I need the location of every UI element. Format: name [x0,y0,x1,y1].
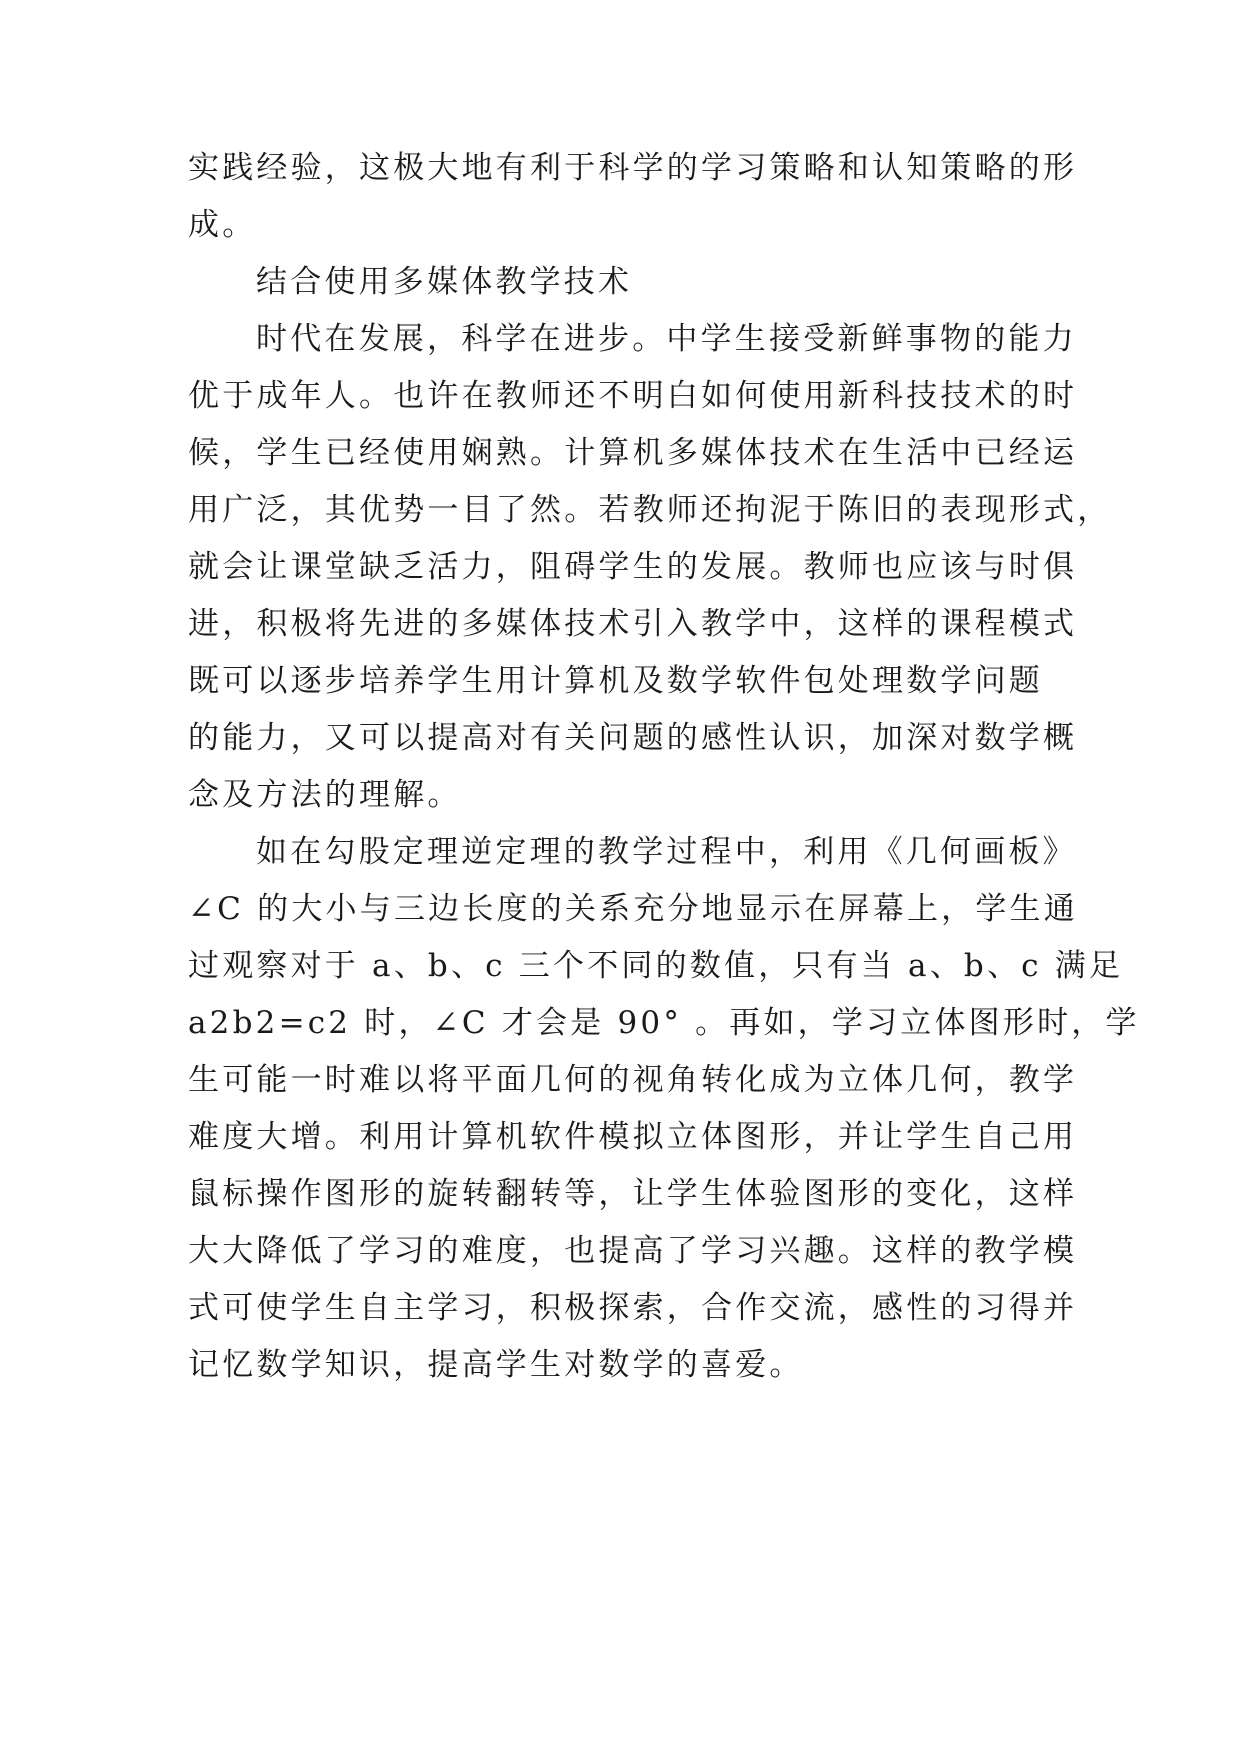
paragraph-line: 成。 [188,207,257,243]
paragraph-line: 鼠标操作图形的旋转翻转等，让学生体验图形的变化，这样 [188,1176,1078,1212]
paragraph-line: 优于成年人。也许在教师还不明白如何使用新科技技术的时 [188,378,1078,414]
paragraph-line: ∠C 的大小与三边长度的关系充分地显示在屏幕上，学生通 [188,891,1078,927]
paragraph-line: 用广泛，其优势一目了然。若教师还拘泥于陈旧的表现形式， [188,492,1112,528]
paragraph-line: 生可能一时难以将平面几何的视角转化成为立体几何，教学 [188,1062,1078,1098]
paragraph-line: 过观察对于 a、b、c 三个不同的数值，只有当 a、b、c 满足 [188,948,1124,984]
section-heading: 结合使用多媒体教学技术 [256,264,633,300]
paragraph-line: 时代在发展，科学在进步。中学生接受新鲜事物的能力 [256,321,1077,357]
paragraph-line: 实践经验，这极大地有利于科学的学习策略和认知策略的形 [188,150,1078,186]
paragraph-line: 就会让课堂缺乏活力，阻碍学生的发展。教师也应该与时俱 [188,549,1078,585]
paragraph-line: 的能力，又可以提高对有关问题的感性认识，加深对数学概 [188,720,1078,756]
paragraph-line: 既可以逐步培养学生用计算机及数学软件包处理数学问题 [188,663,1043,699]
paragraph-line: a2b2=c2 时，∠C 才会是 90° 。再如，学习立体图形时，学 [188,1005,1140,1041]
paragraph-line: 候，学生已经使用娴熟。计算机多媒体技术在生活中已经运 [188,435,1078,471]
paragraph-line: 念及方法的理解。 [188,777,462,813]
paragraph-line: 如在勾股定理逆定理的教学过程中，利用《几何画板》 [256,834,1077,870]
paragraph-line: 大大降低了学习的难度，也提高了学习兴趣。这样的教学模 [188,1233,1078,1269]
paragraph-line: 进，积极将先进的多媒体技术引入教学中，这样的课程模式 [188,606,1078,642]
paragraph-line: 难度大增。利用计算机软件模拟立体图形，并让学生自己用 [188,1119,1078,1155]
paragraph-line: 记忆数学知识，提高学生对数学的喜爱。 [188,1347,804,1383]
paragraph-line: 式可使学生自主学习，积极探索，合作交流，感性的习得并 [188,1290,1078,1326]
